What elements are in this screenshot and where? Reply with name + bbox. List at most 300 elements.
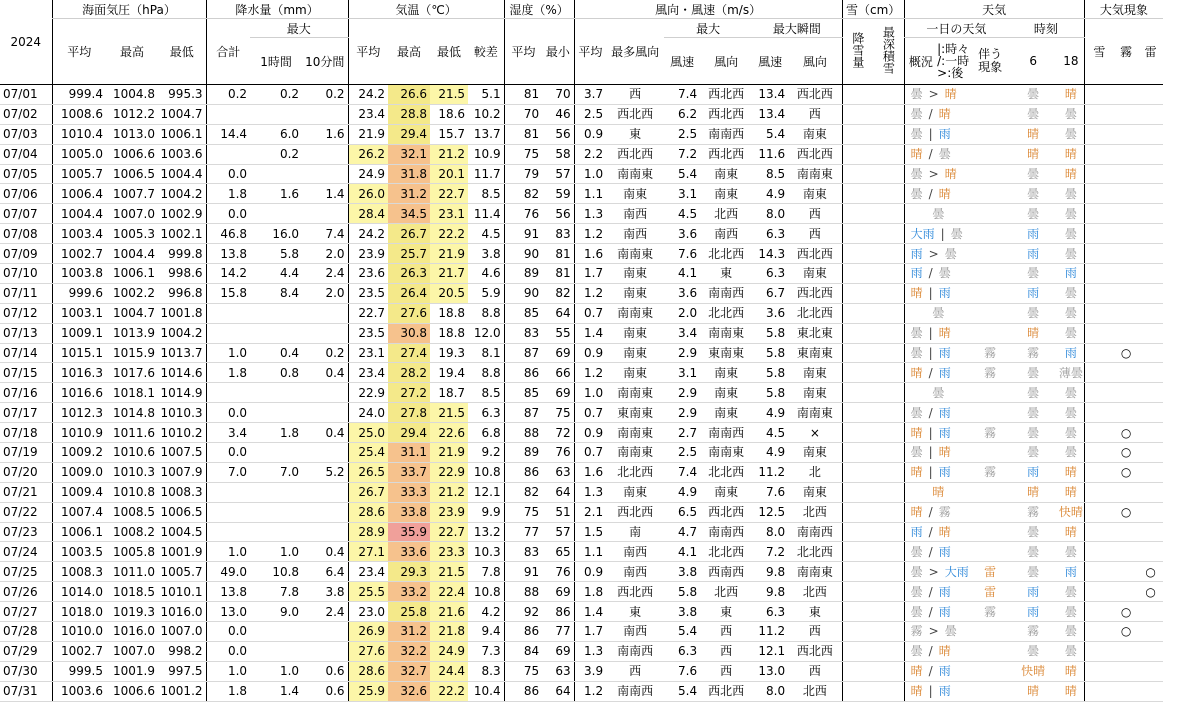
time-18-cell: 晴 bbox=[1058, 164, 1084, 184]
wind-gust-speed-cell: 5.8 bbox=[752, 383, 788, 403]
time-header: 時刻 bbox=[1008, 19, 1084, 38]
table-row bbox=[0, 104, 1186, 124]
wind-gust-speed-cell: 8.0 bbox=[752, 204, 788, 224]
time-6-cell: 曇 bbox=[1008, 164, 1058, 184]
time-18-cell: 曇 bbox=[1058, 104, 1084, 124]
humidity-avg-cell: 77 bbox=[504, 522, 542, 542]
precip-total-cell: 0.0 bbox=[206, 641, 250, 661]
temp-range-cell: 12.1 bbox=[468, 482, 504, 502]
overview-first: 曇 bbox=[910, 564, 923, 579]
precip-1h-cell bbox=[250, 502, 302, 522]
temp-min-cell: 21.7 bbox=[430, 264, 468, 284]
snowdepth-cell bbox=[873, 264, 904, 284]
snowdepth-cell bbox=[873, 582, 904, 602]
time-18-cell: 曇 bbox=[1058, 542, 1084, 562]
precip-total-cell bbox=[206, 502, 250, 522]
wind-max-dir-cell: 西南西 bbox=[700, 562, 752, 582]
overview-first: 晴 bbox=[910, 365, 923, 380]
snowfall-cell bbox=[842, 144, 873, 164]
date-cell: 07/06 bbox=[0, 184, 52, 204]
phenom-fog-cell bbox=[1114, 641, 1138, 661]
snowdepth-cell bbox=[873, 443, 904, 463]
overview-first: 曇 bbox=[910, 544, 923, 559]
precip-1h-cell bbox=[250, 641, 302, 661]
wind-most-dir-cell: 南 bbox=[606, 522, 664, 542]
pressure-max-cell: 1014.8 bbox=[106, 403, 158, 423]
overview-second: 雨 bbox=[938, 664, 951, 679]
temp-range-cell: 4.2 bbox=[468, 602, 504, 622]
wind-most-dir-cell: 南南東 bbox=[606, 443, 664, 463]
accomp-cell: 霧 bbox=[972, 462, 1008, 482]
phenom-thunder-cell bbox=[1138, 661, 1163, 681]
precip-10m-cell: 0.2 bbox=[302, 343, 348, 363]
time-18-cell: 快晴 bbox=[1058, 502, 1084, 522]
overview-second: 雨 bbox=[938, 405, 951, 420]
temp-max-cell: 25.7 bbox=[388, 244, 430, 264]
wind-gust-speed-cell: 11.2 bbox=[752, 622, 788, 642]
snowdepth-cell bbox=[873, 85, 904, 105]
table-row bbox=[0, 244, 1186, 264]
wind-avg-cell: 1.6 bbox=[574, 462, 606, 482]
humidity-avg-cell: 91 bbox=[504, 224, 542, 244]
phenom-fog-cell bbox=[1114, 681, 1138, 701]
time-18-header: 18 bbox=[1058, 38, 1084, 85]
phenom-thunder-cell bbox=[1138, 542, 1163, 562]
wind-avg-cell: 0.9 bbox=[574, 124, 606, 144]
precip-1h-header: 1時間 bbox=[250, 38, 302, 85]
wind-gust-dir-cell: 西北西 bbox=[788, 283, 842, 303]
time-6-cell: 曇 bbox=[1008, 403, 1058, 423]
date-cell: 07/08 bbox=[0, 224, 52, 244]
wind-avg-cell: 3.7 bbox=[574, 85, 606, 105]
precip-10m-cell: 0.6 bbox=[302, 681, 348, 701]
wind-max-speed-cell: 3.8 bbox=[664, 602, 700, 622]
precip-total-cell: 13.8 bbox=[206, 244, 250, 264]
accomp-cell bbox=[972, 681, 1008, 701]
date-cell: 07/17 bbox=[0, 403, 52, 423]
accomp-cell bbox=[972, 144, 1008, 164]
wind-most-dir-cell: 南東 bbox=[606, 184, 664, 204]
precip-10m-cell: 1.4 bbox=[302, 184, 348, 204]
snowfall-cell bbox=[842, 283, 873, 303]
temp-avg-cell: 25.5 bbox=[348, 582, 388, 602]
temp-avg-cell: 28.9 bbox=[348, 522, 388, 542]
humidity-avg-cell: 70 bbox=[504, 104, 542, 124]
phenom-snow-cell bbox=[1084, 224, 1114, 244]
accomp-cell: 霧 bbox=[972, 602, 1008, 622]
precip-1h-cell bbox=[250, 383, 302, 403]
pressure-avg-cell: 1007.4 bbox=[52, 502, 106, 522]
precip-total-cell: 0.0 bbox=[206, 403, 250, 423]
wind-avg-cell: 1.3 bbox=[574, 482, 606, 502]
humidity-min-cell: 63 bbox=[542, 462, 574, 482]
humidity-min-cell: 83 bbox=[542, 224, 574, 244]
wind-most-dir-cell: 南東 bbox=[606, 343, 664, 363]
temp-min-cell: 24.4 bbox=[430, 661, 468, 681]
overview-second: 曇 bbox=[944, 624, 957, 639]
wind-most-dir-cell: 西北西 bbox=[606, 104, 664, 124]
wind-max-dir-cell: 南東 bbox=[700, 363, 752, 383]
humidity-avg-cell: 82 bbox=[504, 482, 542, 502]
temp-range-cell: 10.8 bbox=[468, 462, 504, 482]
precip-1h-cell bbox=[250, 164, 302, 184]
table-row bbox=[0, 443, 1186, 463]
snowdepth-cell bbox=[873, 323, 904, 343]
precip-1h-cell bbox=[250, 403, 302, 423]
precip-1h-cell: 0.8 bbox=[250, 363, 302, 383]
precip-total-cell: 13.0 bbox=[206, 602, 250, 622]
temp-range-cell: 8.5 bbox=[468, 184, 504, 204]
humidity-avg-cell: 81 bbox=[504, 124, 542, 144]
humidity-avg-cell: 87 bbox=[504, 403, 542, 423]
accomp-cell bbox=[972, 264, 1008, 284]
phenom-fog-cell: ○ bbox=[1114, 443, 1138, 463]
precip-10m-cell bbox=[302, 104, 348, 124]
snowfall-cell bbox=[842, 641, 873, 661]
precip-1h-cell bbox=[250, 104, 302, 124]
phenom-snow-cell bbox=[1084, 244, 1114, 264]
wind-max-speed-cell: 7.6 bbox=[664, 661, 700, 681]
pressure-max-cell: 1007.0 bbox=[106, 641, 158, 661]
wind-gust-speed-cell: 5.8 bbox=[752, 363, 788, 383]
phenom-fog-cell bbox=[1114, 85, 1138, 105]
overview-cell bbox=[904, 283, 972, 303]
pressure-min-cell: 1010.1 bbox=[158, 582, 206, 602]
temp-max-cell: 27.4 bbox=[388, 343, 430, 363]
overview-cell bbox=[904, 104, 972, 124]
precip-total-cell bbox=[206, 522, 250, 542]
overview-first: 曇 bbox=[910, 186, 923, 201]
pressure-avg-cell: 1003.8 bbox=[52, 264, 106, 284]
phenom-thunder-cell bbox=[1138, 383, 1163, 403]
phenom-fog-cell bbox=[1114, 542, 1138, 562]
precip-10m-header: 10分間 bbox=[302, 38, 348, 85]
wind-gust-dir-cell: 西北西 bbox=[788, 144, 842, 164]
snowdepth-cell bbox=[873, 502, 904, 522]
snow-header: 雪（cm） bbox=[842, 0, 904, 19]
temp-max-cell: 27.8 bbox=[388, 403, 430, 423]
snowfall-cell bbox=[842, 403, 873, 423]
temp-min-cell: 23.1 bbox=[430, 204, 468, 224]
precip-total-cell: 7.0 bbox=[206, 462, 250, 482]
humidity-avg-cell: 88 bbox=[504, 423, 542, 443]
overview-second: 晴 bbox=[938, 107, 951, 122]
wind-max-speed-cell: 2.5 bbox=[664, 443, 700, 463]
phenom-fog-cell bbox=[1114, 482, 1138, 502]
accomp-cell bbox=[972, 224, 1008, 244]
humidity-avg-cell: 75 bbox=[504, 661, 542, 681]
snowfall-cell bbox=[842, 323, 873, 343]
wind-most-dir-cell: 南南東 bbox=[606, 423, 664, 443]
snowdepth-cell bbox=[873, 423, 904, 443]
snowfall-cell bbox=[842, 622, 873, 642]
accomp-cell bbox=[972, 124, 1008, 144]
phenom-fog-cell bbox=[1114, 303, 1138, 323]
accomp-cell bbox=[972, 661, 1008, 681]
wind-most-dir-cell: 南西 bbox=[606, 622, 664, 642]
time-18-cell: 晴 bbox=[1058, 85, 1084, 105]
pressure-max-cell: 1002.2 bbox=[106, 283, 158, 303]
phenom-thunder-cell bbox=[1138, 323, 1163, 343]
overview-second: 雨 bbox=[938, 425, 951, 440]
humidity-avg-cell: 86 bbox=[504, 681, 542, 701]
date-cell: 07/21 bbox=[0, 482, 52, 502]
temp-range-cell: 3.8 bbox=[468, 244, 504, 264]
phenom-fog-cell bbox=[1114, 522, 1138, 542]
pressure-avg-cell: 1010.9 bbox=[52, 423, 106, 443]
precip-10m-cell bbox=[302, 502, 348, 522]
overview-cell bbox=[904, 562, 972, 582]
temp-min-cell: 21.9 bbox=[430, 443, 468, 463]
temp-avg-cell: 27.6 bbox=[348, 641, 388, 661]
snowfall-cell bbox=[842, 522, 873, 542]
snowfall-cell bbox=[842, 482, 873, 502]
temp-min-cell: 19.3 bbox=[430, 343, 468, 363]
phenom-fog-cell: ○ bbox=[1114, 502, 1138, 522]
precip-header: 降水量（mm） bbox=[206, 0, 348, 19]
wind-max-speed-cell: 3.8 bbox=[664, 562, 700, 582]
precip-total-cell bbox=[206, 303, 250, 323]
time-18-cell: 雨 bbox=[1058, 264, 1084, 284]
accomp-cell bbox=[972, 383, 1008, 403]
wind-gust-dir-cell: 南東 bbox=[788, 124, 842, 144]
pressure-avg-cell: 1003.5 bbox=[52, 542, 106, 562]
pressure-max-cell: 1010.3 bbox=[106, 462, 158, 482]
humidity-min-cell: 81 bbox=[542, 264, 574, 284]
temp-avg-cell: 21.9 bbox=[348, 124, 388, 144]
temp-avg-cell: 25.0 bbox=[348, 423, 388, 443]
overview-second: 雨 bbox=[938, 365, 951, 380]
phenom-fog-cell bbox=[1114, 144, 1138, 164]
temp-min-cell: 21.2 bbox=[430, 482, 468, 502]
time-6-cell: 曇 bbox=[1008, 522, 1058, 542]
pressure-min-cell: 1008.3 bbox=[158, 482, 206, 502]
overview-cell bbox=[904, 164, 972, 184]
humidity-avg-cell: 86 bbox=[504, 363, 542, 383]
wind-most-dir-cell: 南東 bbox=[606, 264, 664, 284]
precip-total-cell: 0.0 bbox=[206, 622, 250, 642]
temp-range-cell: 12.0 bbox=[468, 323, 504, 343]
snowfall-cell bbox=[842, 542, 873, 562]
wind-avg-cell: 1.7 bbox=[574, 264, 606, 284]
precip-1h-cell: 0.4 bbox=[250, 343, 302, 363]
snowdepth-cell bbox=[873, 184, 904, 204]
wind-max-speed-cell: 3.4 bbox=[664, 323, 700, 343]
humidity-avg-cell: 91 bbox=[504, 562, 542, 582]
wind-max-dir-header: 風向 bbox=[700, 38, 752, 85]
temp-max-cell: 32.6 bbox=[388, 681, 430, 701]
pressure-avg-cell: 1003.1 bbox=[52, 303, 106, 323]
humidity-avg-cell: 76 bbox=[504, 204, 542, 224]
temp-min-cell: 22.7 bbox=[430, 522, 468, 542]
precip-1h-cell: 5.8 bbox=[250, 244, 302, 264]
overview-cell bbox=[904, 582, 972, 602]
overview-second: 雨 bbox=[938, 544, 951, 559]
snowdepth-cell bbox=[873, 244, 904, 264]
overview-cell bbox=[904, 124, 972, 144]
precip-1h-cell: 16.0 bbox=[250, 224, 302, 244]
temp-range-cell: 8.3 bbox=[468, 661, 504, 681]
humidity-avg-cell: 75 bbox=[504, 502, 542, 522]
accomp-cell bbox=[972, 283, 1008, 303]
wind-max-speed-cell: 7.4 bbox=[664, 462, 700, 482]
pressure-min-cell: 995.3 bbox=[158, 85, 206, 105]
snowfall-cell bbox=[842, 363, 873, 383]
pressure-avg-cell: 1002.7 bbox=[52, 641, 106, 661]
wind-gust-speed-cell: 6.3 bbox=[752, 264, 788, 284]
overview-separator: | bbox=[928, 346, 933, 361]
temp-avg-header: 平均 bbox=[348, 19, 388, 85]
wind-gust-dir-cell: 北北西 bbox=[788, 303, 842, 323]
temp-avg-cell: 26.2 bbox=[348, 144, 388, 164]
temp-max-header: 最高 bbox=[388, 19, 430, 85]
wind-max-dir-cell: 西 bbox=[700, 641, 752, 661]
snowfall-cell bbox=[842, 244, 873, 264]
table-row bbox=[0, 343, 1186, 363]
pressure-max-cell: 1005.8 bbox=[106, 542, 158, 562]
pressure-min-cell: 998.6 bbox=[158, 264, 206, 284]
wind-avg-cell: 0.9 bbox=[574, 343, 606, 363]
humidity-avg-cell: 85 bbox=[504, 303, 542, 323]
time-6-cell: 曇 bbox=[1008, 542, 1058, 562]
wind-max-dir-cell: 東 bbox=[700, 602, 752, 622]
precip-10m-cell: 2.0 bbox=[302, 244, 348, 264]
precip-1h-cell bbox=[250, 482, 302, 502]
date-cell: 07/15 bbox=[0, 363, 52, 383]
wind-gust-dir-cell: 東南東 bbox=[788, 343, 842, 363]
phenom-thunder-cell bbox=[1138, 403, 1163, 423]
precip-total-cell: 13.8 bbox=[206, 582, 250, 602]
overview-cell bbox=[904, 641, 972, 661]
wind-most-dir-cell: 南東 bbox=[606, 482, 664, 502]
wind-avg-cell: 0.9 bbox=[574, 562, 606, 582]
precip-10m-cell: 0.4 bbox=[302, 423, 348, 443]
precip-total-cell: 1.0 bbox=[206, 343, 250, 363]
pressure-max-cell: 1006.1 bbox=[106, 264, 158, 284]
phenom-thunder-cell bbox=[1138, 363, 1163, 383]
phenom-snow-cell bbox=[1084, 681, 1114, 701]
precip-10m-cell bbox=[302, 641, 348, 661]
phenom-snow-cell bbox=[1084, 184, 1114, 204]
overview-first: 曇 bbox=[932, 385, 945, 400]
temp-avg-cell: 23.4 bbox=[348, 562, 388, 582]
wind-avg-cell: 3.9 bbox=[574, 661, 606, 681]
table-row bbox=[0, 264, 1186, 284]
pressure-min-cell: 1014.6 bbox=[158, 363, 206, 383]
temp-min-cell: 22.7 bbox=[430, 184, 468, 204]
wind-gust-speed-cell: 12.5 bbox=[752, 502, 788, 522]
pressure-avg-cell: 1008.3 bbox=[52, 562, 106, 582]
snowfall-cell bbox=[842, 164, 873, 184]
wind-max-dir-cell: 南西 bbox=[700, 224, 752, 244]
table-row bbox=[0, 582, 1186, 602]
overview-first: 曇 bbox=[910, 405, 923, 420]
phenom-thunder-cell bbox=[1138, 462, 1163, 482]
pressure-min-cell: 1016.0 bbox=[158, 602, 206, 622]
legend-header: |:時々 /:一時 >:後 bbox=[937, 38, 972, 85]
humidity-min-cell: 81 bbox=[542, 244, 574, 264]
humidity-avg-cell: 89 bbox=[504, 443, 542, 463]
pressure-avg-cell: 1008.6 bbox=[52, 104, 106, 124]
pressure-min-cell: 1001.8 bbox=[158, 303, 206, 323]
overview-second: 晴 bbox=[938, 186, 951, 201]
wind-avg-cell: 0.9 bbox=[574, 423, 606, 443]
wind-max-dir-cell: 北北西 bbox=[700, 303, 752, 323]
table-row bbox=[0, 204, 1186, 224]
time-18-cell: 晴 bbox=[1058, 482, 1084, 502]
humidity-min-cell: 82 bbox=[542, 283, 574, 303]
precip-10m-cell: 6.4 bbox=[302, 562, 348, 582]
overview-separator: / bbox=[928, 584, 933, 599]
temp-range-cell: 7.3 bbox=[468, 641, 504, 661]
accomp-cell bbox=[972, 482, 1008, 502]
wind-gust-speed-cell: 3.6 bbox=[752, 303, 788, 323]
phenom-snow-cell bbox=[1084, 124, 1114, 144]
phenom-fog-cell bbox=[1114, 224, 1138, 244]
temp-min-cell: 22.6 bbox=[430, 423, 468, 443]
wind-max-dir-cell: 南東 bbox=[700, 184, 752, 204]
temp-max-cell: 31.2 bbox=[388, 622, 430, 642]
phenom-fog-cell bbox=[1114, 264, 1138, 284]
date-cell: 07/03 bbox=[0, 124, 52, 144]
time-18-cell: 曇 bbox=[1058, 403, 1084, 423]
date-cell: 07/30 bbox=[0, 661, 52, 681]
temp-max-cell: 33.6 bbox=[388, 542, 430, 562]
temp-avg-cell: 25.4 bbox=[348, 443, 388, 463]
wind-avg-header: 平均 bbox=[574, 19, 606, 85]
pressure-avg-cell: 999.4 bbox=[52, 85, 106, 105]
precip-total-cell: 1.0 bbox=[206, 661, 250, 681]
temp-min-cell: 18.6 bbox=[430, 104, 468, 124]
precip-total-cell: 15.8 bbox=[206, 283, 250, 303]
accomp-cell bbox=[972, 204, 1008, 224]
phenom-fog-cell bbox=[1114, 204, 1138, 224]
time-6-cell: 晴 bbox=[1008, 323, 1058, 343]
wind-gust-speed-cell: 4.9 bbox=[752, 443, 788, 463]
precip-total-cell: 1.8 bbox=[206, 184, 250, 204]
precip-10m-cell bbox=[302, 303, 348, 323]
temp-range-cell: 10.3 bbox=[468, 542, 504, 562]
phenom-thunder-cell bbox=[1138, 602, 1163, 622]
pressure-avg-cell: 1002.7 bbox=[52, 244, 106, 264]
snowfall-cell bbox=[842, 204, 873, 224]
time-18-cell: 曇 bbox=[1058, 204, 1084, 224]
pressure-max-cell: 1008.5 bbox=[106, 502, 158, 522]
precip-max-header: 最大 bbox=[250, 19, 348, 38]
phenom-thunder-cell bbox=[1138, 443, 1163, 463]
phenom-thunder-cell bbox=[1138, 85, 1163, 105]
phenom-snow-cell bbox=[1084, 323, 1114, 343]
table-row bbox=[0, 85, 1186, 105]
overview-cell bbox=[904, 602, 972, 622]
wind-avg-cell: 2.5 bbox=[574, 104, 606, 124]
pressure-max-cell: 1011.0 bbox=[106, 562, 158, 582]
wind-max-speed-cell: 2.0 bbox=[664, 303, 700, 323]
date-cell: 07/10 bbox=[0, 264, 52, 284]
wind-most-dir-cell: 北北西 bbox=[606, 462, 664, 482]
temp-avg-cell: 23.6 bbox=[348, 264, 388, 284]
temp-min-cell: 21.5 bbox=[430, 562, 468, 582]
time-18-cell: 雨 bbox=[1058, 343, 1084, 363]
wind-max-speed-cell: 2.9 bbox=[664, 343, 700, 363]
temp-min-cell: 18.8 bbox=[430, 323, 468, 343]
snowfall-cell bbox=[842, 85, 873, 105]
wind-gust-speed-cell: 9.8 bbox=[752, 562, 788, 582]
wind-gust-speed-cell: 13.4 bbox=[752, 104, 788, 124]
pressure-avg-cell: 1012.3 bbox=[52, 403, 106, 423]
wind-gust-dir-cell: 東 bbox=[788, 602, 842, 622]
wind-most-dir-cell: 西北西 bbox=[606, 502, 664, 522]
